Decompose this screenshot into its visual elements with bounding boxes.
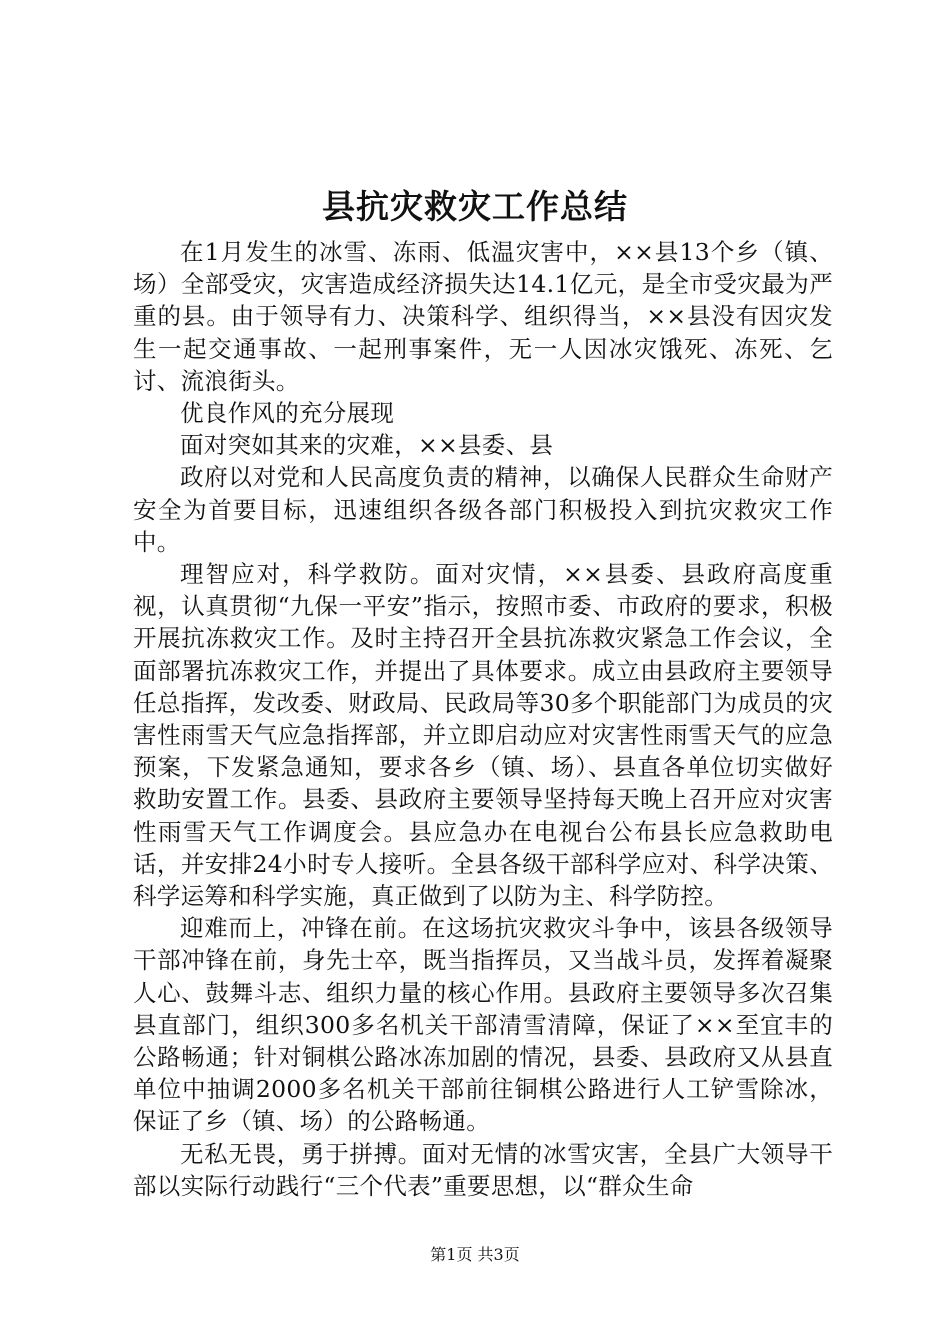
paragraph-face-disaster: 面对突如其来的灾难，××县委、县 <box>180 431 554 460</box>
page-total: 共3页 <box>477 1245 520 1264</box>
paragraph-front-line: 迎难而上，冲锋在前。在这场抗灾救灾斗争中，该县各级领导干部冲锋在前，身先士卒，既当指挥员，又当战斗员，发挥着凝聚人心、鼓舞斗志、组织力量的核心作用。县政府主要领导多次召集县直部门，组织300多名机关干部清雪清障，保证了××至宜丰的公路畅通；针对铜棋公路冰冻加剧的情况，县委、县政府又从县直单位中抽调2000多名机关干部前往铜棋公路进行人工铲雪除冰，保证了乡（镇、场）的公路畅通。 <box>133 914 833 1136</box>
document-body <box>133 236 833 1202</box>
paragraph-intro: 在1月发生的冰雪、冻雨、低温灾害中，××县13个乡（镇、场）全部受灾，灾害造成经济损失达14.1亿元，是全市受灾最为严重的县。由于领导有力、决策科学、组织得当，××县没有因灾发生一起交通事故、一起刑事案件，无一人因冰灾饿死、冻死、乞讨、流浪街头。 <box>133 238 833 395</box>
page-number: 第1页 <box>430 1245 473 1264</box>
paragraph-rational-response: 理智应对，科学救防。面对灾情，××县委、县政府高度重视，认真贯彻“九保一平安”指示，按照市委、市政府的要求，积极开展抗冻救灾工作。及时主持召开全县抗冻救灾紧急工作会议，全面部署抗冻救灾工作，并提出了具体要求。成立由县政府主要领导任总指挥，发改委、财政局、民政局等30多个职能部门为成员的灾害性雨雪天气应急指挥部，并立即启动应对灾害性雨雪天气的应急预案，下发紧急通知，要求各乡（镇、场）、县直各单位切实做好救助安置工作。县委、县政府主要领导坚持每天晚上召开应对灾害性雨雪天气工作调度会。县应急办在电视台公布县长应急救助电话，并安排24小时专人接听。全县各级干部科学应对、科学决策、科学运筹和科学实施，真正做到了以防为主、科学防控。 <box>133 560 833 911</box>
page-footer <box>0 1243 950 1267</box>
paragraph-government: 政府以对党和人民高度负责的精神，以确保人民群众生命财产安全为首要目标，迅速组织各级各部门积极投入到抗灾救灾工作中。 <box>133 463 833 556</box>
page-title: 县抗灾救灾工作总结 <box>322 187 628 226</box>
paragraph-selfless: 无私无畏，勇于拼搏。面对无情的冰雪灾害，全县广大领导干部以实际行动践行“三个代表”重要思想，以“群众生命 <box>133 1139 833 1200</box>
paragraph-heading-style: 优良作风的充分展现 <box>180 399 395 428</box>
